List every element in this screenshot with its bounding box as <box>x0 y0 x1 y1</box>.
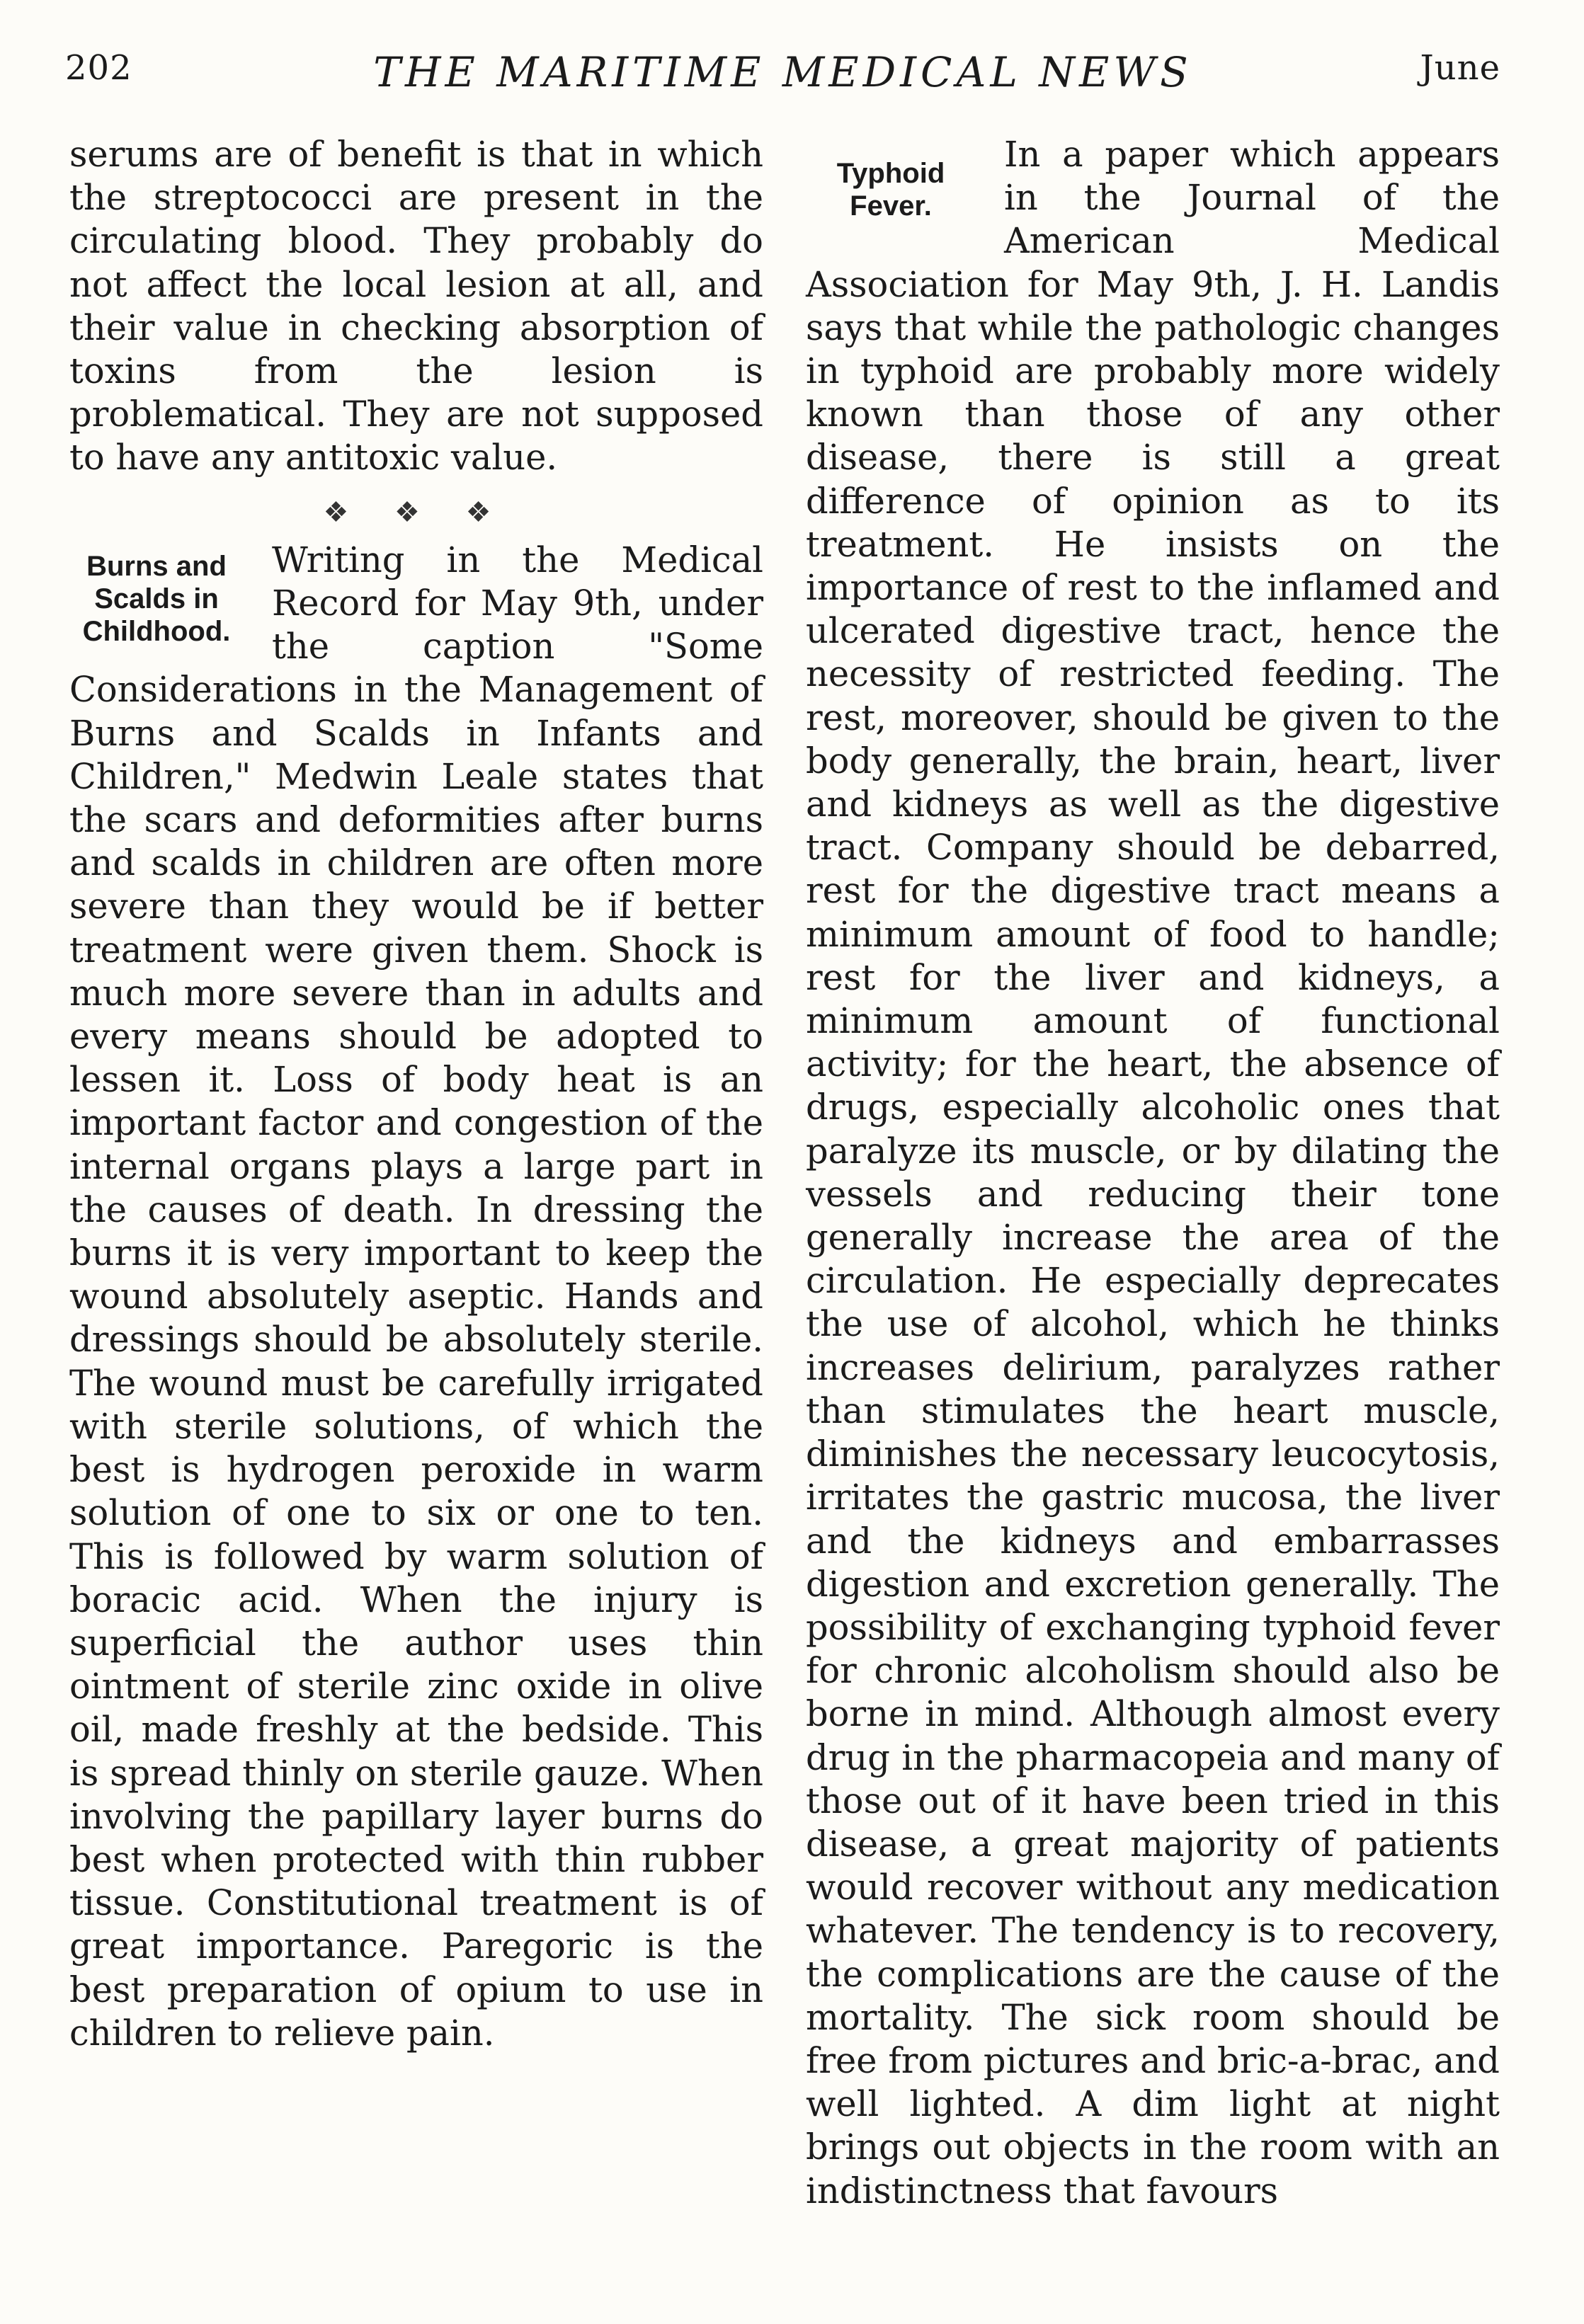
side-heading-line: Burns and <box>86 550 227 582</box>
right-column <box>806 133 1500 2213</box>
burns-body-text: Writing in the Medical Record for May 9th, under the caption "Some Considerations in the Management of Burns and Scalds in Infants and Children," Medwin Leale states that the scars and deformities after burns and scalds in children are often more severe than they would be if better treatment were given them. Shock is much more severe than in adults and every means should be adopted to lessen it. Loss of body heat is an important factor and congestion of the internal organs plays a large part in the causes of death. In dressing the burns it is very important to keep the wound absolutely aseptic. Hands and dressings should be absolutely sterile. The wound must be carefully irrigated with sterile solutions, of which the best is hydrogen peroxide in warm solution of one to six or one to ten. This is followed by warm solution of boracic acid. When the injury is superficial the author uses thin ointment of sterile zinc oxide in olive oil, made freshly at the bedside. This is spread thinly on sterile gauze. When involving the papillary layer burns do best when protected with thin rubber tissue. Constitutional treatment is of great importance. Paregoric is the best preparation of opium to use in children to relieve pain. <box>69 539 763 2054</box>
side-heading-line: Typhoid <box>836 158 945 189</box>
side-heading-line: Fever. <box>850 190 932 222</box>
side-heading-line: Childhood. <box>82 615 231 647</box>
side-heading-burns <box>69 550 244 648</box>
burns-section <box>69 539 763 2055</box>
side-heading-typhoid <box>806 157 976 222</box>
journal-title: THE MARITIME MEDICAL NEWS <box>373 48 1192 96</box>
issue-month: June <box>1420 48 1500 88</box>
left-column <box>69 133 763 2055</box>
typhoid-body-text: In a paper which appears in the Journal of the American Medical Association for May 9th, J. H. Landis says that while the pathologic changes in typhoid are probably more widely known than those of any other disease, there is still a great difference of opinion as to its treatment. He insists on the importance of rest to the inflamed and ulcerated digestive tract, hence the necessity of restricted feeding. The rest, moreover, should be given to the body generally, the brain, heart, liver and kidneys as well as the digestive tract. Company should be debarred, rest for the digestive tract means a minimum amount of food to handle; rest for the liver and kidneys, a minimum amount of functional activity; for the heart, the absence of drugs, especially alcoholic ones that paralyze its muscle, or by dilating the vessels and reducing their tone generally increase the area of the circulation. He especially deprecates the use of alcohol, which he thinks increases delirium, paralyzes rather than stimulates the heart muscle, diminishes the necessary leucocytosis, irritates the gastric mucosa, the liver and the kidneys and embarrasses digestion and excretion generally. The possibility of exchanging typhoid fever for chronic alcoholism should also be borne in mind. Although almost every drug in the pharmacopeia and many of those out of it have been tried in this disease, a great majority of patients would recover without any medication whatever. The tendency is to recovery, the complications are the cause of the mortality. The sick room should be free from pictures and bric-a-brac, and well lighted. A dim light at night brings out objects in the room with an indistinctness that favours <box>806 134 1500 2211</box>
continued-paragraph: serums are of benefit is that in which the streptococci are present in the circulating blood. They probably do not affect the local lesion at all, and their value in checking absorption of toxins from the lesion is problematical. They are not supposed to have any antitoxic value. <box>69 134 763 479</box>
running-header <box>65 48 1500 105</box>
typhoid-section <box>806 133 1500 2213</box>
section-ornament: ❖ ❖ ❖ <box>323 496 510 529</box>
page-number: 202 <box>65 48 132 88</box>
side-heading-line: Scalds in <box>94 583 219 614</box>
